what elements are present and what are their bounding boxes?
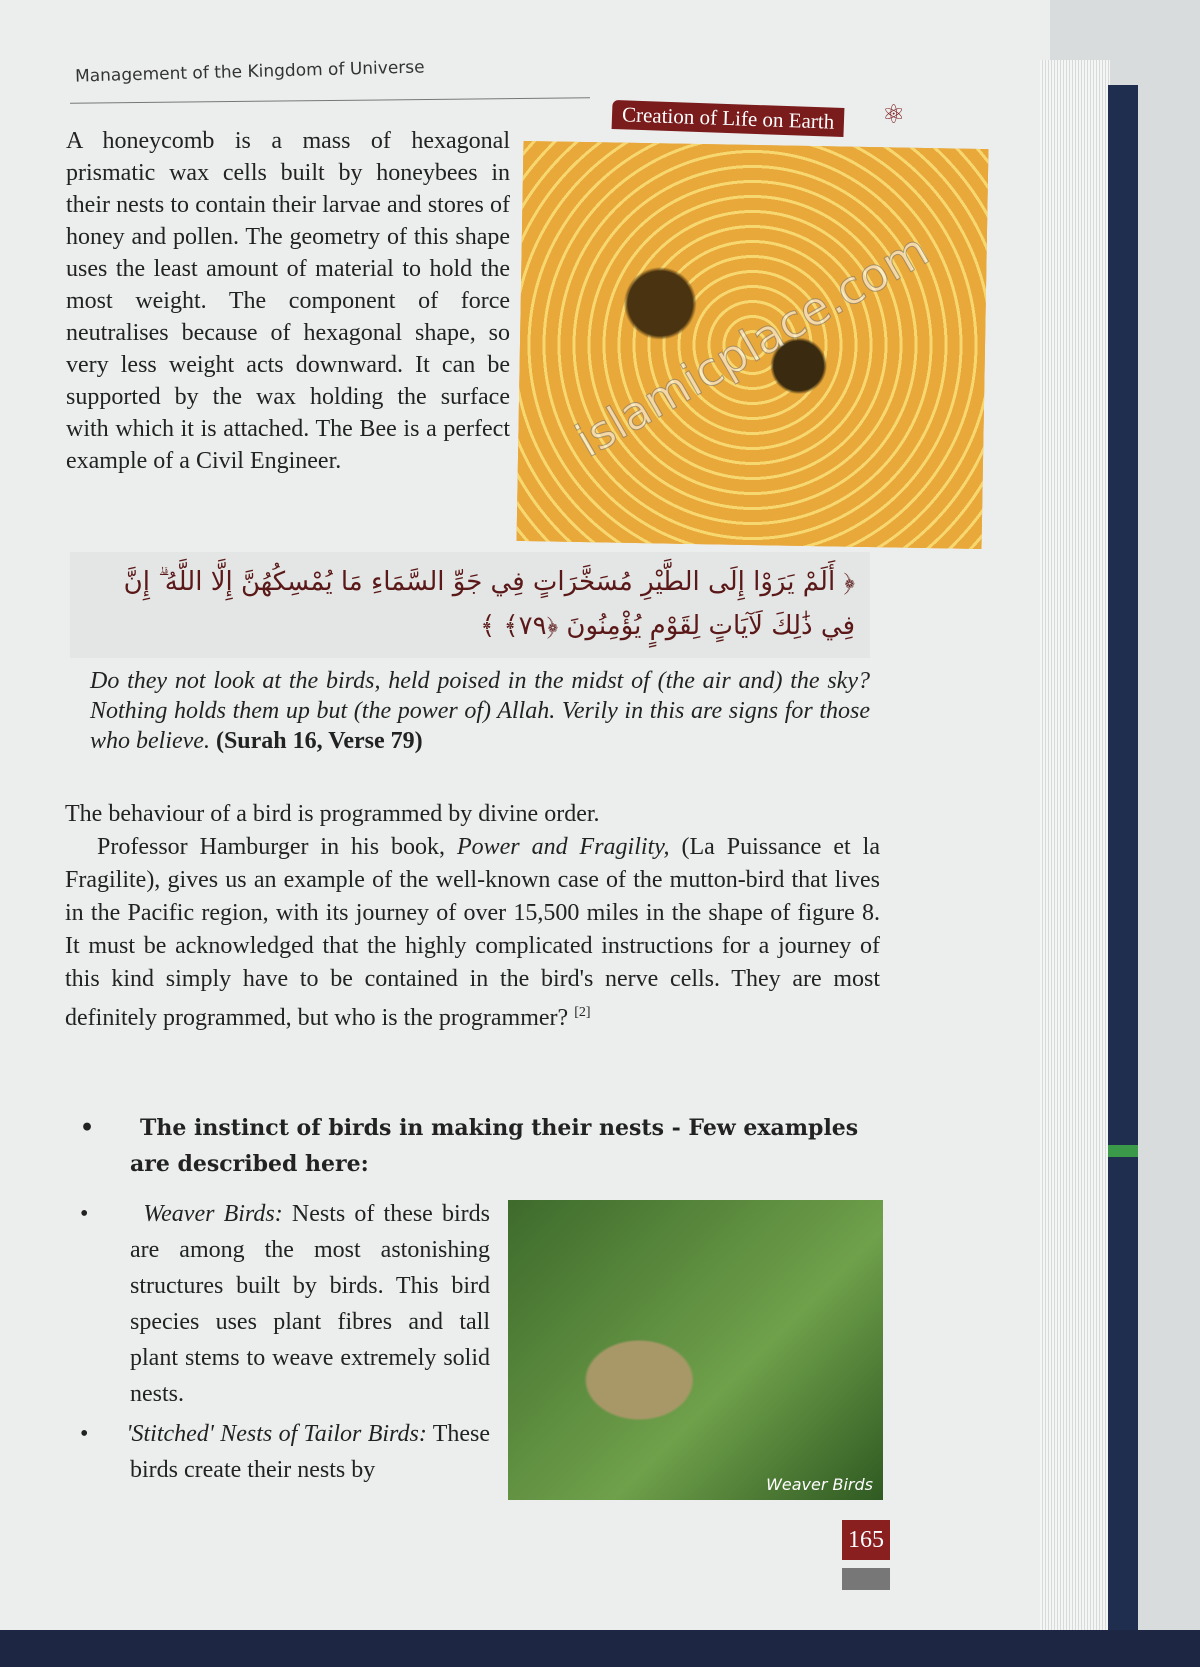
page-number: 165 [842,1520,890,1560]
book-cover-spine [1108,85,1138,1640]
intro-paragraph: A honeycomb is a mass of hexagonal prismatic wax cells built by honeybees in their nests to contain their larvae and stores of honey and pollen. The geometry of this shape uses the least amount of material to hold the most weight. The component of force neutralises because of hexagonal shape, so very less weight acts downward. It can be supported by the wax holding the surface with which it is attached. The Bee is a perfect example of a Civil Engineer. [66,128,510,474]
arabic-verse: ﴿ أَلَمْ يَرَوْا إِلَى الطَّيْرِ مُسَخَّرَاتٍ فِي جَوِّ السَّمَاءِ مَا يُمْسِكُهُنَّ إِلَّا اللَّهُ ۗ إِنَّ فِي ذَٰلِكَ لَآيَاتٍ لِقَوْمٍ يُؤْمِنُونَ ﴿٧٩﴾ ﴾ [123,567,855,641]
footnote-ref: [2] [574,1005,591,1020]
bullet-text: These birds create their nests by [130,1421,491,1483]
page-edges [1040,60,1110,1640]
image-caption: Weaver Birds [766,1475,873,1494]
atom-icon: ⚛ [882,100,906,129]
bullet-item: • Weaver Birds: Nests of these birds are among the most astonishing structures built by birds. This bird species uses plant fibres and tall plant stems to weave extremely solid nests. [80,1201,490,1407]
bullet-item: • The instinct of birds in making their nests - Few examples are described here: [80,1115,859,1177]
running-title: Management of the Kingdom of Universe [74,57,425,87]
translation-text: Do they not look at the birds, held poised in the midst of (the air and) the sky? Nothing holds them up but (the power of) Allah. Verily in this are signs for those who believe. [90,668,870,754]
body-text [65,798,880,1035]
page-number-bar [842,1568,890,1590]
watermark: islamicplace.com [566,222,938,468]
weaver-bird-nest-image [508,1200,883,1500]
verse-reference: (Surah 16, Verse 79) [215,728,423,754]
paragraph-start: Professor Hamburger in his book, [97,834,457,860]
bullet-item: • 'Stitched' Nests of Tailor Birds: These birds create their nests by [80,1421,491,1483]
paragraph-rest: (La Puissance et la Fragilite), gives us an example of the well-known case of the mutton-bird that lives in the Pacific region, with its journey of over 15,500 miles in the shape of figure 8. It must be acknowledged that the highly complicated instructions for a journey of this kind simply have to be contained in the bird's nerve cells. They are most definitely programmed, but who is the programmer? [65,834,880,1031]
bullet-title: 'Stitched' Nests of Tailor Birds: [126,1421,427,1447]
book-cover-bottom [0,1630,1200,1667]
bullet-heading: The instinct of birds in making their nests - Few examples are described here: [130,1115,859,1177]
body-line: The behaviour of a bird is programmed by divine order. [65,801,600,827]
verse-translation [90,666,870,756]
chapter-label: Creation of Life on Earth [612,100,845,137]
bullet-title: Weaver Birds: [143,1201,283,1227]
body-paragraph [65,831,880,1035]
book-title: Power and Fragility, [456,834,670,860]
spine-stripe [1108,1145,1138,1157]
bullet-text: Nests of these birds are among the most astonishing structures built by birds. This bird species uses plant fibres and tall plant stems to weave extremely solid nests. [130,1201,490,1407]
